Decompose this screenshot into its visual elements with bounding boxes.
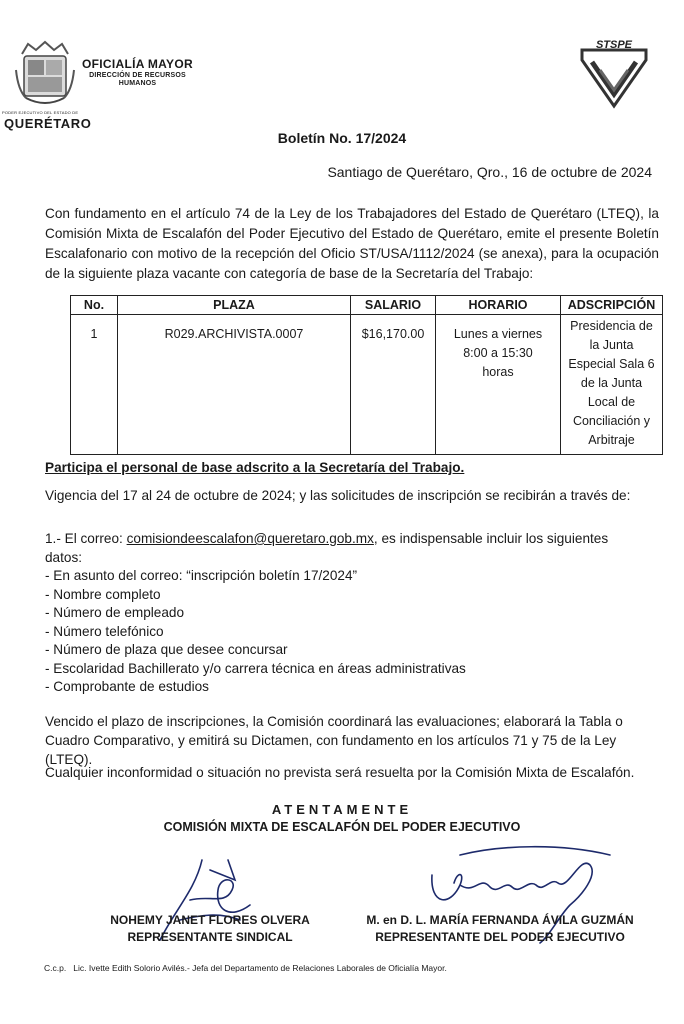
header-adscripcion: ADSCRIPCIÓN xyxy=(561,296,663,315)
header-salario: SALARIO xyxy=(351,296,436,315)
list-item: - Número telefónico xyxy=(45,623,164,639)
signatory-right-role: REPRESENTANTE DEL PODER EJECUTIVO xyxy=(375,930,625,944)
cell-horario xyxy=(436,315,561,455)
participa-statement: Participa el personal de base adscrito a la Secretaría del Trabajo. xyxy=(45,460,465,475)
adscripcion-line: Local de xyxy=(587,395,636,409)
date-line: Santiago de Querétaro, Qro., 16 de octubre de 2024 xyxy=(327,164,652,180)
header-plaza: PLAZA xyxy=(118,296,351,315)
horario-line: 8:00 a 15:30 xyxy=(463,346,533,360)
vigencia-statement: Vigencia del 17 al 24 de octubre de 2024; y las solicitudes de inscripción se recibirán a través de: xyxy=(45,488,631,503)
signatory-left-name: NOHEMY JANET FLORES OLVERA xyxy=(110,913,310,927)
email-link[interactable]: comisiondeescalafon@queretaro.gob.mx xyxy=(126,531,374,546)
org-title: OFICIALÍA MAYOR xyxy=(82,57,193,71)
adscripcion-line: la Junta xyxy=(589,338,634,352)
email-suffix: , es indispensable incluir los siguientes xyxy=(373,531,609,546)
adscripcion-line: Especial Sala 6 xyxy=(568,357,655,371)
requirements-block xyxy=(45,530,655,697)
adscripcion-line: de la Junta xyxy=(580,376,643,390)
signatory-left xyxy=(80,912,340,946)
horario-line: Lunes a viernes xyxy=(453,327,543,341)
list-item: - Escolaridad Bachillerato y/o carrera técnica en áreas administrativas xyxy=(45,660,466,676)
issuer-block xyxy=(82,58,193,88)
cell-plaza: R029.ARCHIVISTA.0007 xyxy=(118,315,351,455)
email-prefix: 1.- El correo: xyxy=(45,531,127,546)
list-item: - Número de empleado xyxy=(45,605,185,620)
commission-heading: COMISIÓN MIXTA DE ESCALAFÓN DEL PODER EJECUTIVO xyxy=(163,820,521,834)
signatory-right-name: M. en D. L. MARÍA FERNANDA ÁVILA GUZMÁN xyxy=(366,913,634,927)
closing-paragraph: Vencido el plazo de inscripciones, la Comisión coordinará las evaluaciones; elaborará la Tabla o Cuadro Comparativo, y emitirá su Dictamen, con fundamento en los artículos 71 y 75 de la Ley (LTEQ). xyxy=(45,714,623,767)
signatory-left-role: REPRESENTANTE SINDICAL xyxy=(127,930,293,944)
table-header-row xyxy=(71,296,663,315)
state-name: QUERÉTARO xyxy=(4,116,92,131)
adscripcion-line: Arbitraje xyxy=(588,433,635,447)
stspe-logo-icon xyxy=(578,40,650,112)
inconformity-statement: Cualquier inconformidad o situación no prevista será resuelta por la Comisión Mixta de Escalafón. xyxy=(45,765,635,780)
list-item: - Comprobante de estudios xyxy=(45,679,209,694)
cell-no: 1 xyxy=(71,315,118,455)
state-small-caption: PODER EJECUTIVO DEL ESTADO DE xyxy=(2,110,79,115)
atentamente-heading: ATENTAMENTE xyxy=(271,802,413,817)
list-item: - En asunto del correo: “inscripción boletín 17/2024” xyxy=(45,568,358,583)
intro-paragraph: Con fundamento en el artículo 74 de la Ley de los Trabajadores del Estado de Querétaro (LTEQ), la Comisión Mixta de Escalafón del Poder Ejecutivo del Estado de Querétaro, emite el presente Boletín Escalafonario con motivo de la recepción del Oficio ST/USA/1112/2024 (se anexa), para la ocupación de la siguiente plaza vacante con categoría de base de la Secretaría del Trabajo: xyxy=(45,206,659,281)
adscripcion-line: Presidencia de xyxy=(570,319,653,333)
list-item: - Número de plaza que desee concursar xyxy=(45,642,288,657)
signatory-right xyxy=(350,912,650,946)
adscripcion-line: Conciliación y xyxy=(572,414,651,428)
header-no: No. xyxy=(71,296,118,315)
coat-of-arms-icon xyxy=(14,40,76,110)
header-horario: HORARIO xyxy=(436,296,561,315)
horario-line: horas xyxy=(482,365,514,379)
list-item: - Nombre completo xyxy=(45,586,161,602)
bulletin-title: Boletín No. 17/2024 xyxy=(277,130,407,146)
org-subtitle-2: HUMANOS xyxy=(118,79,157,87)
org-subtitle-1: DIRECCIÓN DE RECURSOS xyxy=(89,71,186,79)
ccp-footer: C.c.p. Lic. Ivette Edith Solorio Avilés.- Jefa del Departamento de Relaciones Laborales de Oficialía Mayor. xyxy=(44,963,447,973)
cell-salario: $16,170.00 xyxy=(351,315,436,455)
email-line xyxy=(45,530,655,549)
vacancy-table xyxy=(70,295,663,455)
table-row xyxy=(71,315,663,455)
email-suffix-2: datos: xyxy=(45,549,83,565)
stspe-logo-text: STSPE xyxy=(595,40,633,51)
cell-adscripcion xyxy=(561,315,663,455)
